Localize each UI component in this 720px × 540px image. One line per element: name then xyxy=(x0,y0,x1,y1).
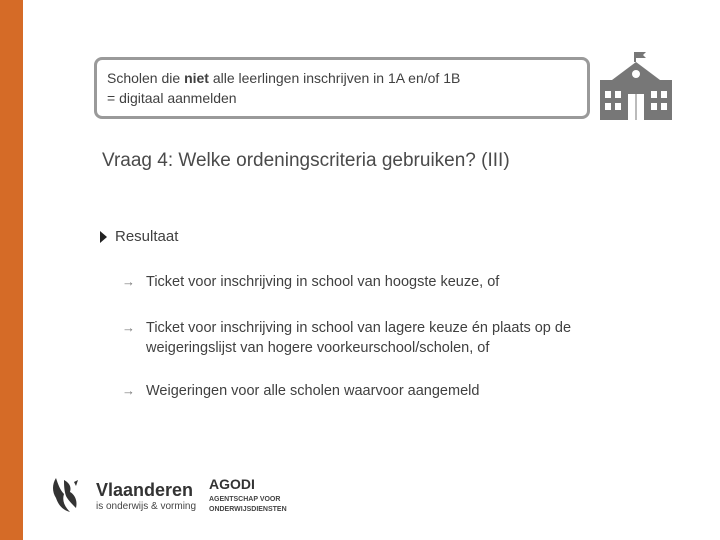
agodi-subtitle: AGENTSCHAP VOOR ONDERWIJSDIENSTEN xyxy=(209,496,287,513)
school-building-icon xyxy=(596,50,676,122)
arrow-bullet-icon: → xyxy=(122,320,135,335)
list-item xyxy=(122,318,642,358)
agodi-logo-text: AGODI xyxy=(209,476,255,492)
banner-text-post: alle leerlingen inschrijven in 1A en/of 1B xyxy=(208,70,461,86)
vlaanderen-logo-text: Vlaanderen xyxy=(96,480,194,500)
banner-line-1 xyxy=(107,68,577,88)
arrow-bullet-icon: → xyxy=(122,274,135,289)
list-item-text: Ticket voor inschrijving in school van lagere keuze én plaats op de weigeringslijst van hogere voorkeurschool/scholen, of xyxy=(146,320,572,356)
arrow-bullet-icon: → xyxy=(122,383,135,398)
list-item-text: Weigeringen voor alle scholen waarvoor aangemeld xyxy=(146,383,480,399)
orange-side-bar xyxy=(0,0,23,540)
list-item xyxy=(122,272,642,292)
banner-line-2: = digitaal aanmelden xyxy=(107,90,237,106)
vlaanderen-tagline: is onderwijs & vorming xyxy=(96,501,197,512)
section-heading xyxy=(100,228,178,245)
list-item-text: Ticket voor inschrijving in school van hoogste keuze, of xyxy=(146,274,500,290)
list-item xyxy=(122,381,642,401)
slide-title: Vraag 4: Welke ordeningscriteria gebruiken? (III) xyxy=(102,150,510,171)
triangle-bullet-icon xyxy=(100,231,107,243)
topic-banner xyxy=(94,57,590,119)
section-label: Resultaat xyxy=(115,228,179,245)
flemish-lion-logo-icon xyxy=(50,474,82,514)
banner-text-bold: niet xyxy=(184,70,209,86)
banner-text-pre: Scholen die xyxy=(107,70,185,86)
